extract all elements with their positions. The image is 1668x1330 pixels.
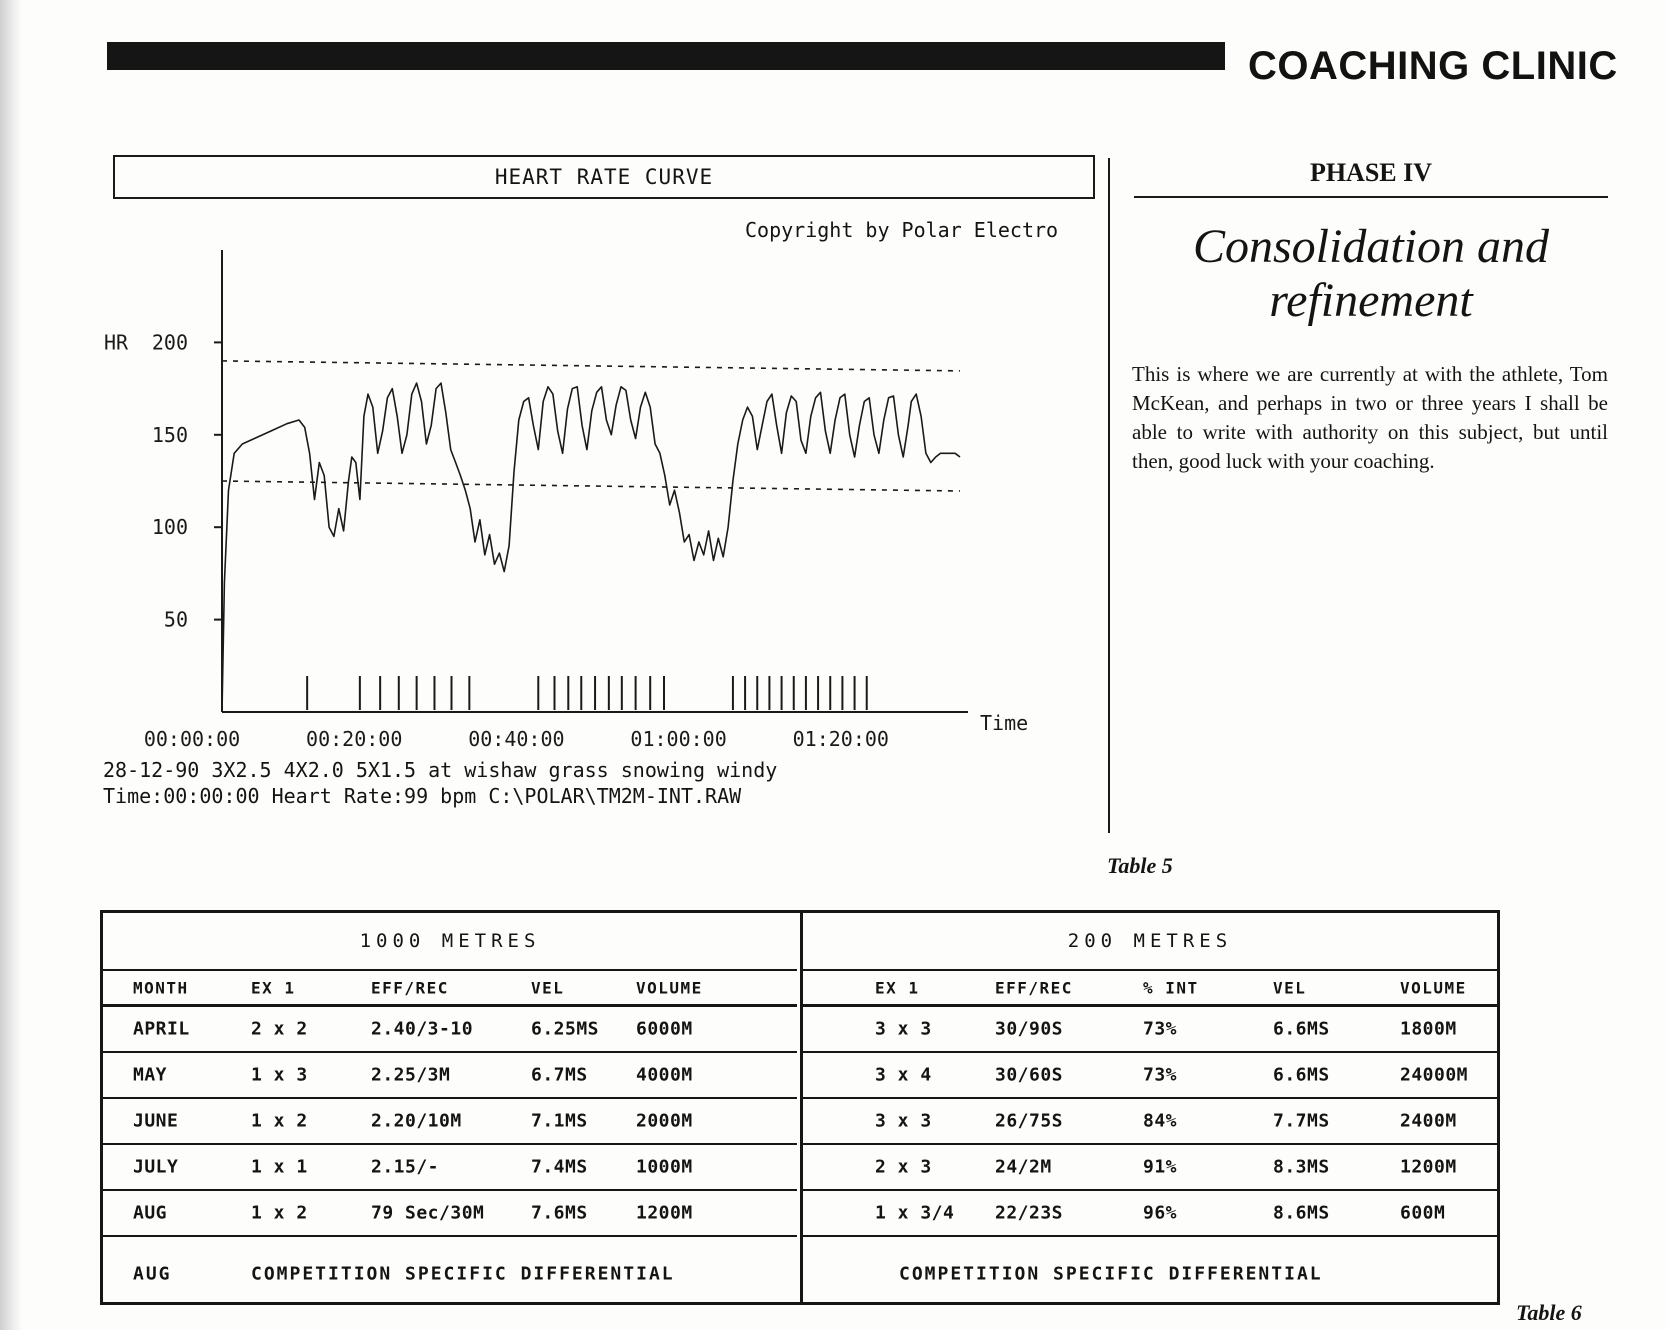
chart-session-info: 28-12-90 3X2.5 4X2.0 5X1.5 at wishaw grass snowing windy — [103, 758, 778, 782]
cell-month: MAY — [133, 1064, 168, 1086]
footer-month: AUG — [133, 1263, 172, 1284]
cell-vel: 7.1MS — [531, 1110, 588, 1132]
col-header-volume: VOLUME — [1400, 978, 1467, 997]
col-header-month: MONTH — [133, 978, 189, 997]
table-200m-title: 200 METRES — [803, 913, 1497, 971]
y-tick-label: 50 — [163, 607, 188, 632]
footer-text: COMPETITION SPECIFIC DIFFERENTIAL — [251, 1263, 675, 1284]
cell-eff-rec: 2.40/3-10 — [371, 1018, 474, 1040]
cell-volume: 1800M — [1400, 1018, 1457, 1040]
table-row — [803, 1191, 1497, 1237]
table-5-caption: Table 5 — [1107, 853, 1173, 878]
table-row — [103, 1099, 797, 1145]
x-tick-label: 01:00:00 — [630, 727, 727, 751]
cell-ex1: 1 x 3 — [251, 1064, 308, 1086]
cell-pct-int: 73% — [1143, 1064, 1178, 1086]
cell-month: APRIL — [133, 1018, 190, 1040]
table-200m-section — [800, 913, 1497, 1302]
cell-pct-int: 84% — [1143, 1110, 1178, 1132]
cell-ex1: 2 x 2 — [251, 1018, 308, 1040]
table-200m-header-row — [803, 971, 1497, 1007]
cell-ex1: 3 x 4 — [875, 1064, 932, 1086]
cell-vel: 7.7MS — [1273, 1110, 1330, 1132]
cell-volume: 2000M — [636, 1110, 693, 1132]
cell-ex1: 1 x 2 — [251, 1202, 308, 1224]
cell-pct-int: 73% — [1143, 1018, 1178, 1040]
cell-vel: 8.3MS — [1273, 1156, 1330, 1178]
x-axis-label: Time — [980, 711, 1029, 735]
table-1000m-footer — [103, 1245, 797, 1302]
cell-ex1: 1 x 1 — [251, 1156, 308, 1178]
x-tick-label: 00:20:00 — [306, 727, 403, 751]
col-header-eff-rec: EFF/REC — [995, 978, 1073, 997]
cell-vel: 6.6MS — [1273, 1018, 1330, 1040]
col-header-volume: VOLUME — [636, 978, 703, 997]
hr-limit-line — [222, 361, 960, 371]
table-row — [103, 1007, 797, 1053]
chart-copyright: Copyright by Polar Electro — [745, 218, 1059, 242]
y-axis-label: HR — [104, 330, 129, 355]
cell-volume: 2400M — [1400, 1110, 1457, 1132]
table-1000m-title: 1000 METRES — [103, 913, 797, 971]
cell-volume: 1200M — [1400, 1156, 1457, 1178]
cell-ex1: 3 x 3 — [875, 1110, 932, 1132]
phase-heading — [1134, 220, 1608, 328]
heart-rate-series-line — [222, 383, 960, 712]
cell-pct-int: 96% — [1143, 1202, 1178, 1224]
header-bar — [107, 42, 1225, 70]
col-header-vel: VEL — [531, 978, 565, 997]
cell-vel: 6.6MS — [1273, 1064, 1330, 1086]
table-row — [803, 1145, 1497, 1191]
y-tick-label: 200 — [151, 330, 188, 355]
cell-vel: 8.6MS — [1273, 1202, 1330, 1224]
table-200m-footer — [803, 1245, 1497, 1302]
table-1000m-header-row — [103, 971, 797, 1007]
col-header-eff-rec: EFF/REC — [371, 978, 449, 997]
y-tick-label: 150 — [151, 422, 188, 447]
table-row — [103, 1053, 797, 1099]
phase-heading-line2: refinement — [1269, 274, 1473, 327]
hr-limit-line — [222, 481, 960, 491]
cell-volume: 1200M — [636, 1202, 693, 1224]
phase-heading-line1: Consolidation and — [1192, 220, 1550, 273]
cell-month: JULY — [133, 1156, 179, 1178]
table-row — [803, 1099, 1497, 1145]
cell-volume: 600M — [1400, 1202, 1446, 1224]
y-tick-label: 100 — [151, 515, 188, 540]
table-6-caption: Table 6 — [1516, 1300, 1582, 1325]
binding-edge — [0, 0, 22, 1330]
cell-eff-rec: 2.15/- — [371, 1156, 440, 1178]
cell-volume: 6000M — [636, 1018, 693, 1040]
col-header-ex1: EX 1 — [875, 978, 920, 997]
x-tick-label: 00:00:00 — [143, 727, 241, 751]
phase-body-text: This is where we are currently at with the athlete, Tom McKean, and perhaps in two or three years I shall be able to write with authority on this subject, but until then, good luck with your coaching. — [1132, 362, 1608, 473]
cell-month: AUG — [133, 1202, 168, 1224]
cell-volume: 4000M — [636, 1064, 693, 1086]
cell-eff-rec: 24/2M — [995, 1156, 1052, 1178]
cell-eff-rec: 2.25/3M — [371, 1064, 451, 1086]
col-header-ex1: EX 1 — [251, 978, 296, 997]
chart-cursor-readout: Time:00:00:00 Heart Rate:99 bpm C:\POLAR\TM2M-INT.RAW — [103, 784, 742, 808]
cell-eff-rec: 22/23S — [995, 1202, 1064, 1224]
table-row — [103, 1145, 797, 1191]
cell-vel: 7.6MS — [531, 1202, 588, 1224]
cell-ex1: 1 x 3/4 — [875, 1202, 955, 1224]
col-header-vel: VEL — [1273, 978, 1307, 997]
table-row — [803, 1007, 1497, 1053]
cell-eff-rec: 2.20/10M — [371, 1110, 462, 1132]
cell-month: JUNE — [133, 1110, 179, 1132]
chart-title: HEART RATE CURVE — [113, 155, 1095, 199]
cell-eff-rec: 26/75S — [995, 1110, 1064, 1132]
cell-ex1: 2 x 3 — [875, 1156, 932, 1178]
phase-rule — [1134, 196, 1608, 198]
table-1000m-section — [103, 913, 797, 1302]
x-tick-label: 01:20:00 — [792, 727, 889, 751]
cell-eff-rec: 79 Sec/30M — [371, 1202, 485, 1224]
section-title: COACHING CLINIC — [1248, 44, 1618, 88]
table-row — [803, 1053, 1497, 1099]
cell-vel: 6.7MS — [531, 1064, 588, 1086]
footer-text: COMPETITION SPECIFIC DIFFERENTIAL — [899, 1263, 1323, 1284]
cell-volume: 1000M — [636, 1156, 693, 1178]
phase-title: PHASE IV — [1309, 158, 1433, 187]
cell-vel: 6.25MS — [531, 1018, 600, 1040]
cell-ex1: 3 x 3 — [875, 1018, 932, 1040]
training-table — [100, 910, 1500, 1305]
x-tick-label: 00:40:00 — [468, 727, 565, 751]
cell-volume: 24000M — [1400, 1064, 1469, 1086]
cell-eff-rec: 30/60S — [995, 1064, 1064, 1086]
cell-pct-int: 91% — [1143, 1156, 1178, 1178]
cell-vel: 7.4MS — [531, 1156, 588, 1178]
table-row — [103, 1191, 797, 1237]
col-header-pct-int: % INT — [1143, 978, 1199, 997]
column-divider — [1108, 158, 1110, 833]
cell-ex1: 1 x 2 — [251, 1110, 308, 1132]
cell-eff-rec: 30/90S — [995, 1018, 1064, 1040]
